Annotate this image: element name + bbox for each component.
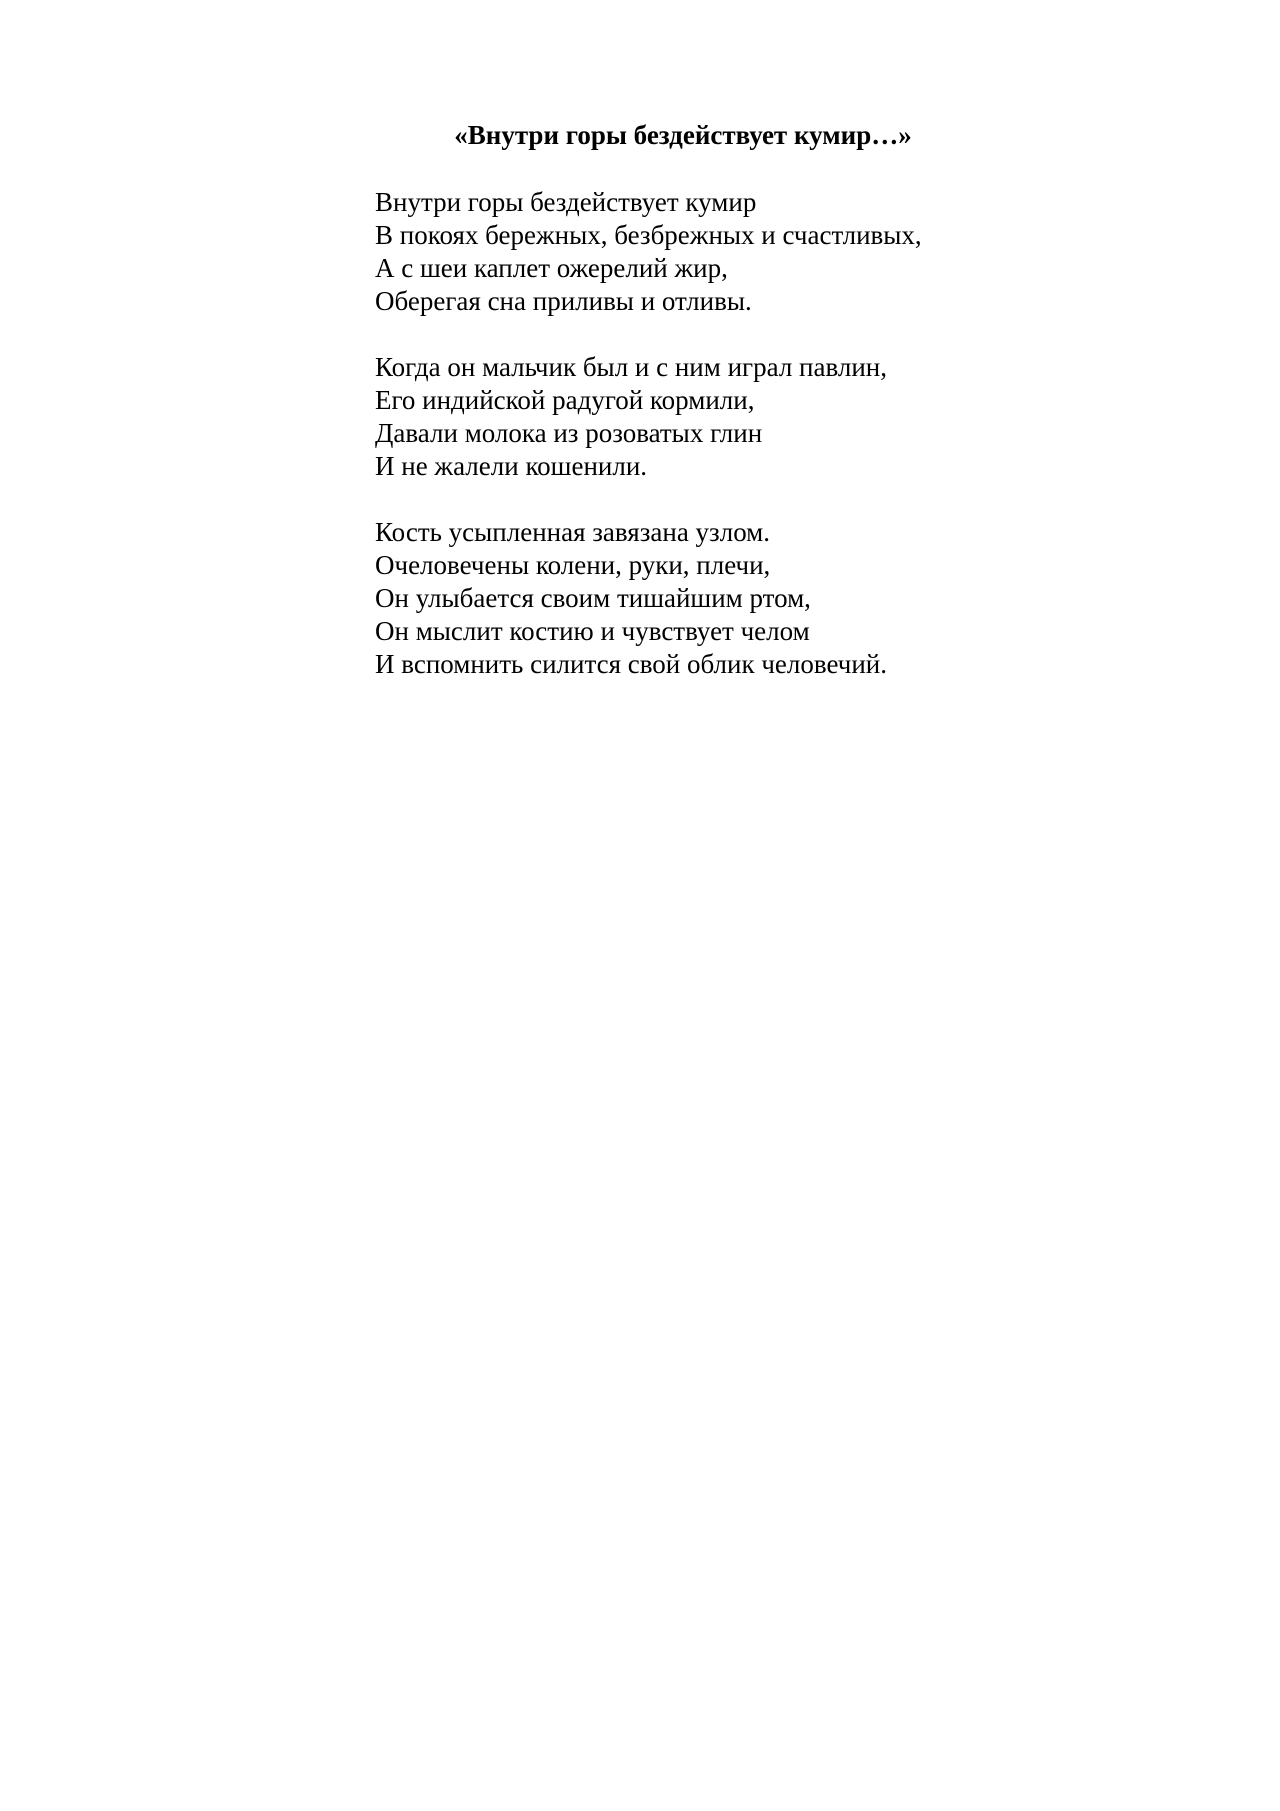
poem-title: «Внутри горы бездействует кумир…» xyxy=(454,120,912,150)
poem-line: Очеловечены колени, руки, плечи, xyxy=(375,550,771,580)
stanza-1 xyxy=(375,186,1195,318)
poem-line: Оберегая сна приливы и отливы. xyxy=(375,286,752,316)
poem-line: А с шеи каплет ожерелий жир, xyxy=(375,253,728,283)
stanza-2 xyxy=(375,351,1195,483)
poem-body xyxy=(375,186,1195,714)
poem-line: Давали молока из розоватых глин xyxy=(375,418,763,448)
poem-line: Он мыслит костию и чувствует челом xyxy=(375,616,810,646)
poem-line: Кость усыпленная завязана узлом. xyxy=(375,517,771,547)
poem-line: Его индийской радугой кормили, xyxy=(375,385,755,415)
poem-line: В покоях бережных, безбрежных и счастливых, xyxy=(375,220,922,250)
poem-line: Когда он мальчик был и с ним играл павлин, xyxy=(375,352,887,382)
poem-line: Он улыбается своим тишайшим ртом, xyxy=(375,583,811,613)
stanza-3 xyxy=(375,516,1195,681)
poem-line: И вспомнить силится свой облик человечий. xyxy=(375,649,888,679)
poem-line: И не жалели кошенили. xyxy=(375,451,648,481)
poem-line: Внутри горы бездействует кумир xyxy=(375,187,757,217)
